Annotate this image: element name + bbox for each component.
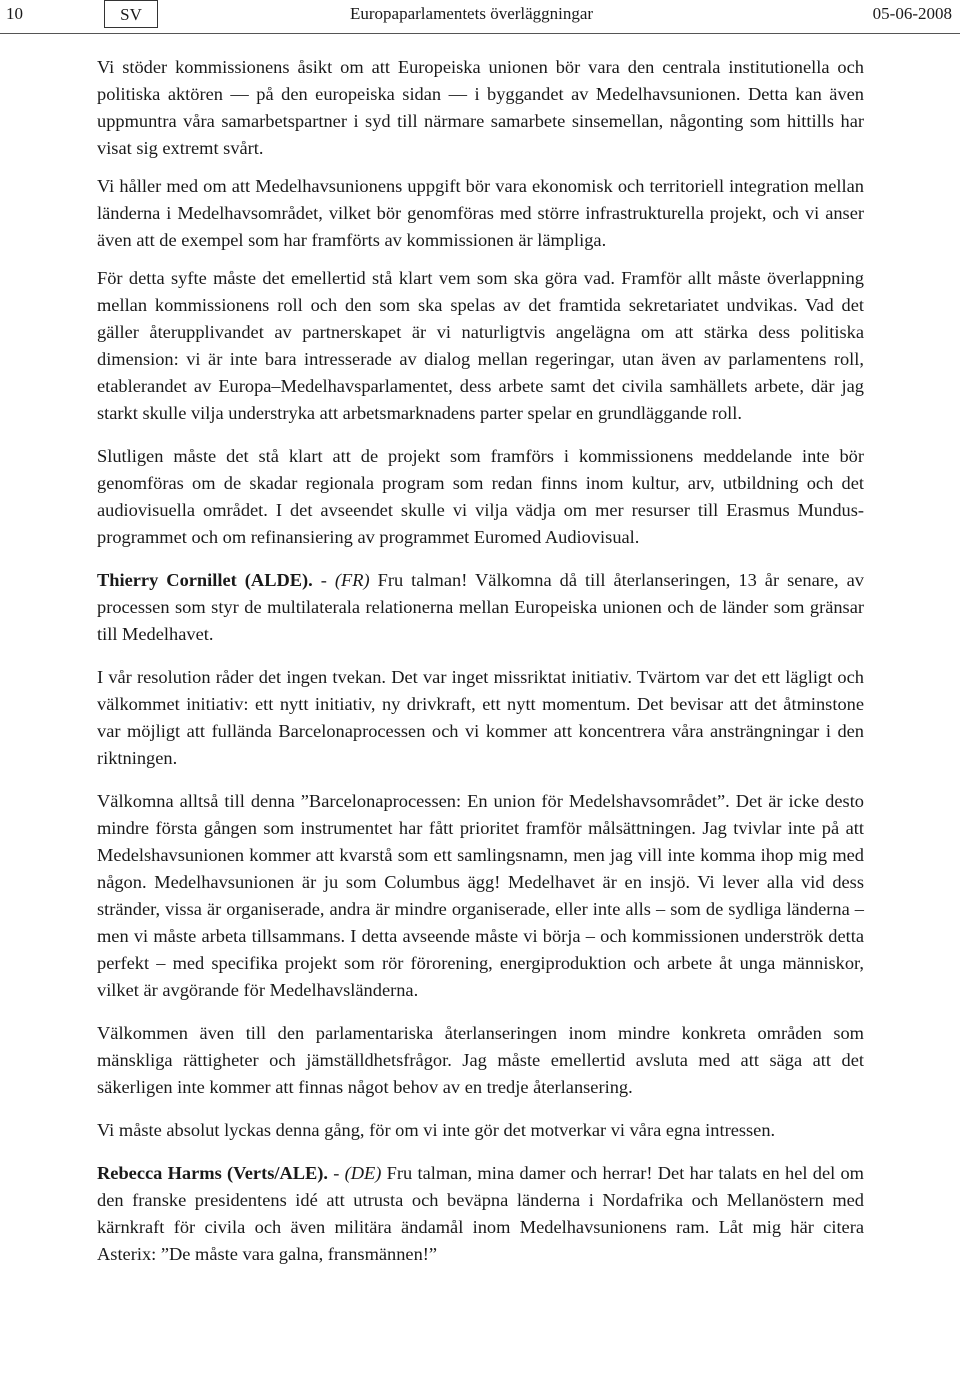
speaker-name: Thierry Cornillet (ALDE).: [97, 570, 313, 590]
paragraph: Välkommen även till den parlamentariska återlanseringen inom mindre konkreta områden som mänskliga rättigheter och jämställdhetsfrågor. Jag måste emellertid avsluta med att säga att det säkerligen inte kommer att finnas något behov av en tredje återlansering.: [97, 1023, 864, 1097]
header-divider: [0, 33, 960, 34]
speech-text: Fru talman, mina damer och herrar! Det har talats en hel del om den franske presidentens idé att utrusta och beväpna länderna i Nordafrika och Mellanöstern med kärnkraft för civila och även militära ändamål inom Medelhavsunionens ram. Låt mig här citera Asterix: ”De måste vara galna, fransmännen!”: [97, 1163, 864, 1264]
document-body: [97, 54, 864, 1268]
paragraph: Slutligen måste det stå klart att de projekt som framförs i kommissionens meddelande inte bör genomföras om de skadar regionala program som redan finns inom kultur, arv, utbildning och det audiovisuella området. I det avseendet skulle vi vilja vädja om mer resurser till Erasmus Mundus-programmet och om refinansiering av programmet Euromed Audiovisual.: [97, 446, 864, 547]
page-number: 10: [6, 4, 23, 23]
page-header: [0, 0, 960, 34]
speech-paragraph: [97, 567, 864, 648]
speaker-dash: -: [312, 570, 335, 590]
paragraph: Välkomna alltså till denna ”Barcelonaprocessen: En union för Medelshavsområdet”. Det är icke desto mindre första gången som instrumentet har fått prioritet framför målsättningen. Jag tvivlar inte på att Medelshavsunionen kommer att kvarstå som ett samlingsnamn, men jag vill inte komma ihop mig med någon. Medelhavsunionen är ju som Columbus ägg! Medelhavet är en insjö. Vi lever alla vid dess stränder, vissa är organiserade, andra är mindre organiserade, eller inte alls – som de sydliga länderna – men vi måste arbeta tillsammans. I detta avseende måste vi börja – och kommissionen underströk detta perfekt – med specifika projekt som rör förorening, energiproduktion och arbete åt unga människor, vilket är avgörande för Medelhavsländerna.: [97, 791, 864, 1000]
language-tag: (DE): [344, 1163, 382, 1183]
speaker-name: Rebecca Harms (Verts/ALE).: [97, 1163, 328, 1183]
paragraph: I vår resolution råder det ingen tvekan. Det var inget missriktat initiativ. Tvärtom var det ett lägligt och välkommet initiativ: ett nytt initiativ, ny drivkraft, ett nytt momentum. Det bevisar att det åtminstone var möjligt att fullända Barcelonaprocessen och vi kommer att koncentrera våra ansträngningar i den riktningen.: [97, 667, 864, 768]
document-date: 05-06-2008: [872, 4, 952, 23]
paragraph: Vi måste absolut lyckas denna gång, för om vi inte gör det motverkar vi våra egna intressen.: [97, 1120, 776, 1140]
speaker-dash: -: [328, 1163, 345, 1183]
speech-text: Fru talman! Välkomna då till återlanseringen, 13 år senare, av processen som styr de multilaterala relationerna mellan Europeiska unionen och de länder som gränsar till Medelhavet.: [97, 570, 865, 644]
paragraph: Vi stöder kommissionens åsikt om att Europeiska unionen bör vara den centrala institutionella och politiska aktören — på den europeiska sidan — i byggandet av Medelhavsunionen. Detta kan även uppmuntra våra samarbetspartner i syd till närmare samarbete sinsemellan, någonting som hittills har visat sig extremt svårt.: [97, 57, 864, 158]
language-tag: (FR): [334, 570, 370, 590]
paragraph: Vi håller med om att Medelhavsunionens uppgift bör vara ekonomisk och territoriell integration mellan länderna i Medelhavsområdet, vilket bör genomföras med större infrastrukturella projekt, och vi anser även att de exempel som har framförts av kommissionen är lämpliga.: [97, 176, 864, 250]
paragraph: För detta syfte måste det emellertid stå klart vem som ska göra vad. Framför allt måste överlappning mellan kommissionens roll och den som ska spelas av det framtida sekretariatet undvikas. Vad det gäller återupplivandet av partnerskapet är vi naturligtvis angelägna om att stärka dess politiska dimension: vi är inte bara intresserade av dialog mellan regeringar, utan även av parlamentens roll, etablerandet av Europa–Medelhavsparlamentet, dess arbete samt det civila samhällets arbete, där jag starkt skulle vilja understryka att arbetsmarknadens parter spelar en grundläggande roll.: [97, 268, 864, 423]
speech-paragraph: [97, 1160, 864, 1268]
document-title: Europaparlamentets överläggningar: [350, 4, 594, 23]
language-code-box: SV: [104, 0, 158, 28]
